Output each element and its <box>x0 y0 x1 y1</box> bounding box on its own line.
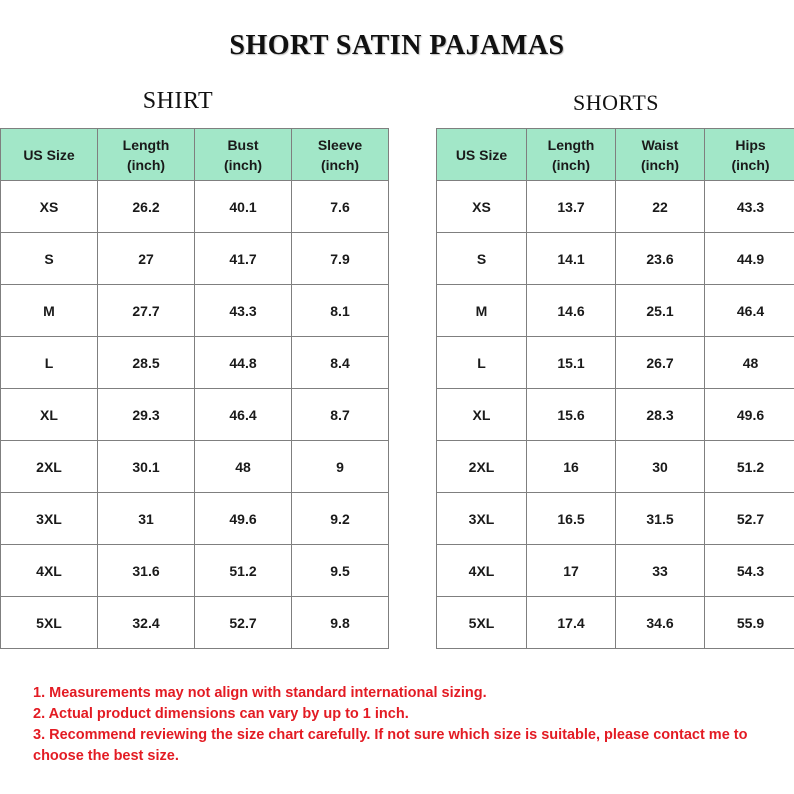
shirt-column-header-text: Length <box>122 136 170 153</box>
shirt-measurement-cell: 27 <box>98 233 195 285</box>
shorts-size-cell: 5XL <box>437 597 527 649</box>
shirt-column-header <box>98 129 195 181</box>
shirt-measurement-cell: 9.2 <box>292 493 389 545</box>
shirt-measurement-cell: 46.4 <box>195 389 292 441</box>
table-row <box>437 545 794 597</box>
shorts-measurement-cell: 46.4 <box>705 285 794 337</box>
shorts-section-title: SHORTS <box>572 90 660 115</box>
shorts-measurement-cell: 17.4 <box>527 597 616 649</box>
shorts-column-header-text: Hips <box>735 136 766 153</box>
shirt-size-cell: 2XL <box>1 441 98 493</box>
shirt-measurement-cell: 9.5 <box>292 545 389 597</box>
shorts-column-header <box>616 129 705 181</box>
shorts-measurement-cell: 31.5 <box>616 493 705 545</box>
shorts-measurement-cell: 34.6 <box>616 597 705 649</box>
shorts-measurement-cell: 22 <box>616 181 705 233</box>
shorts-size-cell: XL <box>437 389 527 441</box>
shorts-column-header-text: Waist <box>641 136 679 153</box>
shirt-measurement-cell: 31 <box>98 493 195 545</box>
shorts-measurement-cell: 44.9 <box>705 233 794 285</box>
shirt-measurement-cell: 44.8 <box>195 337 292 389</box>
shirt-size-cell: L <box>1 337 98 389</box>
table-row <box>1 493 389 545</box>
shirt-column-header-text: (inch) <box>126 156 166 173</box>
shorts-measurement-cell: 23.6 <box>616 233 705 285</box>
table-row <box>437 441 794 493</box>
shirt-measurement-cell: 26.2 <box>98 181 195 233</box>
shorts-column-header <box>437 129 527 181</box>
shorts-measurement-cell: 14.1 <box>527 233 616 285</box>
shirt-measurement-cell: 9.8 <box>292 597 389 649</box>
table-row <box>1 285 389 337</box>
shirt-measurement-cell: 48 <box>195 441 292 493</box>
shorts-size-cell: L <box>437 337 527 389</box>
shorts-size-cell: 3XL <box>437 493 527 545</box>
shorts-column-header-text: Length <box>547 136 595 153</box>
shirt-column-header <box>292 129 389 181</box>
shorts-measurement-cell: 14.6 <box>527 285 616 337</box>
shorts-size-cell: M <box>437 285 527 337</box>
shirt-size-cell: 3XL <box>1 493 98 545</box>
table-row <box>1 597 389 649</box>
shirt-measurement-cell: 9 <box>292 441 389 493</box>
shirt-table-body <box>1 181 389 649</box>
shorts-size-cell: XS <box>437 181 527 233</box>
shirt-measurement-cell: 28.5 <box>98 337 195 389</box>
shirt-column-header-text: (inch) <box>223 156 263 173</box>
note-2: 2. Actual product dimensions can vary by up to 1 inch. <box>33 706 409 722</box>
shirt-measurement-cell: 27.7 <box>98 285 195 337</box>
shorts-measurement-cell: 49.6 <box>705 389 794 441</box>
shirt-column-header-text: (inch) <box>320 156 360 173</box>
table-row <box>437 389 794 441</box>
shirt-measurement-cell: 51.2 <box>195 545 292 597</box>
shirt-measurement-cell: 7.6 <box>292 181 389 233</box>
shorts-measurement-cell: 15.6 <box>527 389 616 441</box>
shorts-column-header <box>527 129 616 181</box>
shorts-measurement-cell: 16.5 <box>527 493 616 545</box>
table-row <box>437 285 794 337</box>
shirt-measurement-cell: 40.1 <box>195 181 292 233</box>
shorts-measurement-cell: 13.7 <box>527 181 616 233</box>
shorts-measurement-cell: 25.1 <box>616 285 705 337</box>
shorts-measurement-cell: 17 <box>527 545 616 597</box>
shirt-measurement-cell: 49.6 <box>195 493 292 545</box>
shirt-measurement-cell: 8.1 <box>292 285 389 337</box>
shorts-measurement-cell: 55.9 <box>705 597 794 649</box>
shorts-table-body <box>437 181 794 649</box>
shorts-measurement-cell: 26.7 <box>616 337 705 389</box>
note-1: 1. Measurements may not align with standard international sizing. <box>33 685 487 701</box>
shorts-size-cell: 4XL <box>437 545 527 597</box>
shirt-size-cell: S <box>1 233 98 285</box>
table-row <box>437 337 794 389</box>
shorts-column-header-text: (inch) <box>731 156 770 173</box>
shirt-column-header-text: Sleeve <box>317 136 363 153</box>
shorts-header-row <box>437 129 794 181</box>
shirt-measurement-cell: 43.3 <box>195 285 292 337</box>
note-3: 3. Recommend reviewing the size chart carefully. If not sure which size is suitable, please contact me to choose the best size. <box>33 727 748 764</box>
table-row <box>1 233 389 285</box>
shirt-measurement-cell: 52.7 <box>195 597 292 649</box>
shorts-size-cell: 2XL <box>437 441 527 493</box>
shirt-column-header-text: Bust <box>227 136 259 153</box>
page-title: SHORT SATIN PAJAMAS <box>229 30 565 61</box>
shorts-measurement-cell: 16 <box>527 441 616 493</box>
table-row <box>1 389 389 441</box>
shorts-column-header-text: (inch) <box>551 156 591 173</box>
table-row <box>1 181 389 233</box>
shirt-column-header <box>1 129 98 181</box>
shorts-size-table <box>436 128 794 649</box>
shirt-measurement-cell: 8.7 <box>292 389 389 441</box>
shirt-size-cell: 5XL <box>1 597 98 649</box>
shirt-size-cell: XS <box>1 181 98 233</box>
shirt-size-cell: 4XL <box>1 545 98 597</box>
shirt-column-header-text: US Size <box>23 146 75 163</box>
shorts-column-header <box>705 129 794 181</box>
shorts-column-header-text: (inch) <box>640 156 680 173</box>
shorts-measurement-cell: 30 <box>616 441 705 493</box>
shorts-measurement-cell: 54.3 <box>705 545 794 597</box>
shorts-measurement-cell: 52.7 <box>705 493 794 545</box>
shorts-measurement-cell: 48 <box>705 337 794 389</box>
table-row <box>1 337 389 389</box>
table-row <box>437 233 794 285</box>
table-row <box>1 441 389 493</box>
shirt-measurement-cell: 32.4 <box>98 597 195 649</box>
shorts-size-cell: S <box>437 233 527 285</box>
sizing-notes <box>33 683 783 767</box>
shirt-measurement-cell: 8.4 <box>292 337 389 389</box>
shirt-size-cell: XL <box>1 389 98 441</box>
shorts-measurement-cell: 28.3 <box>616 389 705 441</box>
shirt-measurement-cell: 41.7 <box>195 233 292 285</box>
shirt-column-header <box>195 129 292 181</box>
shirt-measurement-cell: 29.3 <box>98 389 195 441</box>
shirt-header-row <box>1 129 389 181</box>
table-row <box>437 597 794 649</box>
table-row <box>1 545 389 597</box>
shorts-measurement-cell: 43.3 <box>705 181 794 233</box>
shirt-measurement-cell: 31.6 <box>98 545 195 597</box>
table-row <box>437 493 794 545</box>
shorts-measurement-cell: 51.2 <box>705 441 794 493</box>
table-row <box>437 181 794 233</box>
shirt-measurement-cell: 7.9 <box>292 233 389 285</box>
shorts-column-header-text: US Size <box>455 146 508 163</box>
shirt-size-table <box>0 128 389 649</box>
shorts-measurement-cell: 15.1 <box>527 337 616 389</box>
shirt-size-cell: M <box>1 285 98 337</box>
shirt-measurement-cell: 30.1 <box>98 441 195 493</box>
shorts-measurement-cell: 33 <box>616 545 705 597</box>
shirt-section-title: SHIRT <box>142 88 214 114</box>
